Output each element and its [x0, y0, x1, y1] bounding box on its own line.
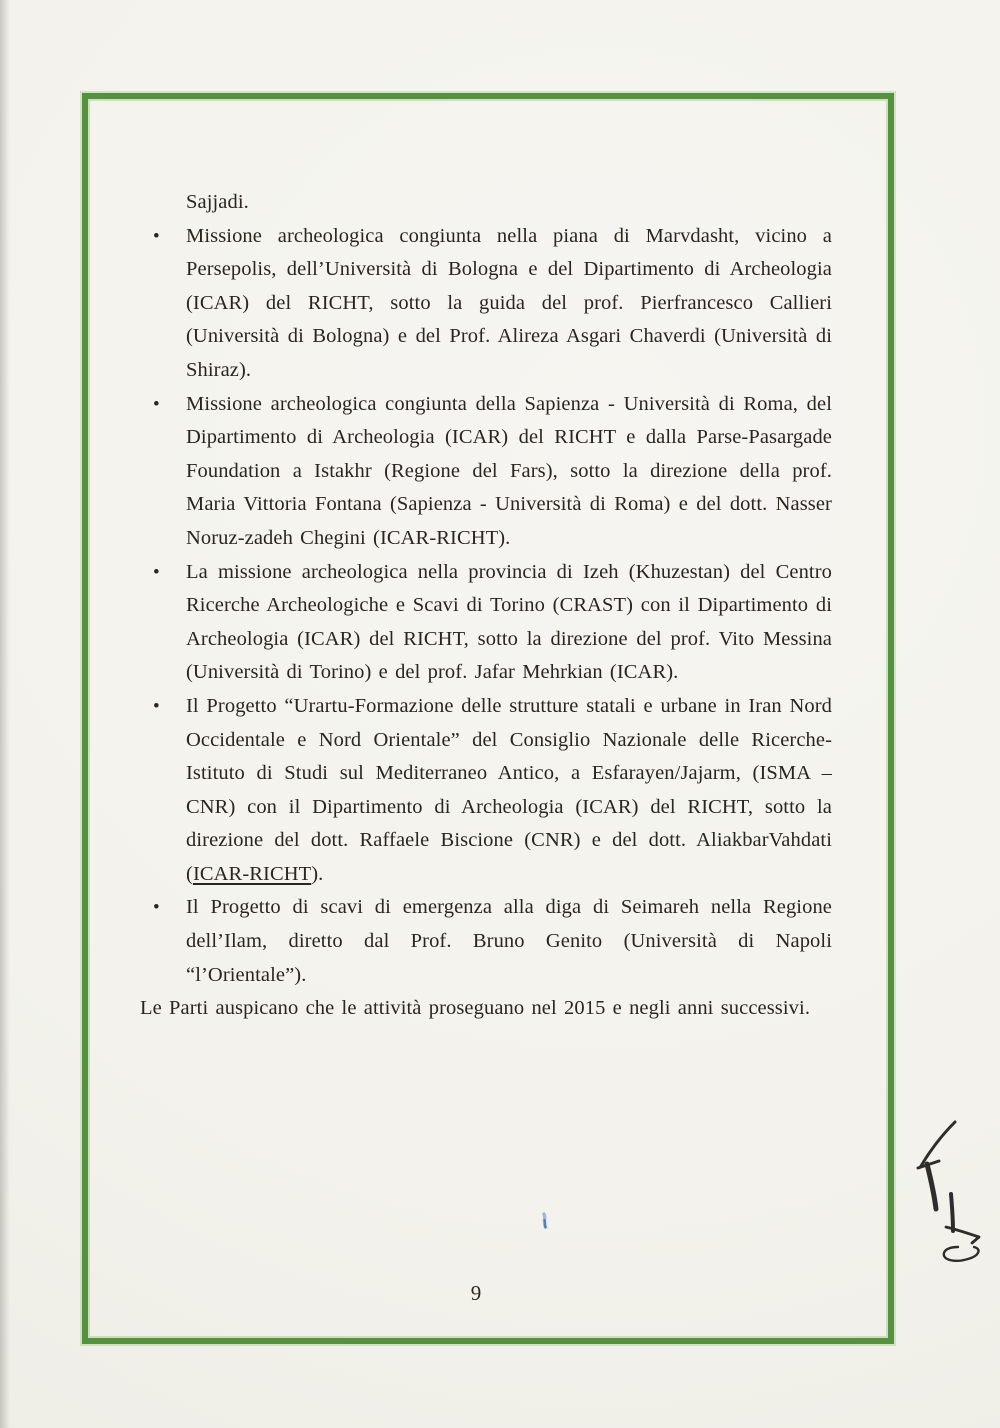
bullet-text: Il Progetto “Urartu-Formazione delle strutture statali e urbane in Iran Nord Occidentale e Nord Orientale” del Consiglio Nazionale delle Ricerche-Istituto di Studi sul Mediterraneo Antico, a Esfarayen/Jajarm, (ISMA – CNR) con il Dipartimento di Archeologia (ICAR) del RICHT, sotto la direzione del dott. Raffaele Biscione (CNR) e del dott. AliakbarVahdati (ICAR-RICHT). [186, 694, 832, 885]
bullet-icon: • [153, 561, 160, 583]
continuation-line: Sajjadi. [186, 191, 249, 213]
bullet-text: Il Progetto di scavi di emergenza alla diga di Seimareh nella Regione dell’Ilam, diretto dal Prof. Bruno Genito (Università di Napoli “l’Orientale”). [186, 896, 832, 986]
closing-paragraph: Le Parti auspicano che le attività proseguano nel 2015 e negli anni successivi. [140, 997, 811, 1020]
list-item [140, 388, 832, 556]
list-item [140, 220, 832, 388]
list-item [140, 690, 832, 892]
ink-blot [539, 1212, 551, 1232]
bullet-icon: • [153, 393, 160, 415]
signature-mark [885, 1110, 1000, 1325]
underlined-text: ICAR-RICHT [192, 862, 312, 885]
page-number: 9 [470, 1281, 482, 1305]
list-item [140, 556, 832, 690]
bullet-icon: • [153, 695, 160, 717]
text-block [140, 186, 832, 1026]
bullet-text: La missione archeologica nella provincia di Izeh (Khuzestan) del Centro Ricerche Archeologiche e Scavi di Torino (CRAST) con il Dipartimento di Archeologia (ICAR) del RICHT, sotto la direzione del prof. Vito Messina (Università di Torino) e del prof. Jafar Mehrkian (ICAR). [186, 560, 832, 684]
bullet-text: Missione archeologica congiunta nella piana di Marvdasht, vicino a Persepolis, dell’Università di Bologna e del Dipartimento di Archeologia (ICAR) del RICHT, sotto la guida del prof. Pierfrancesco Callieri (Università di Bologna) e del Prof. Alireza Asgari Chaverdi (Università di Shiraz). [186, 224, 832, 381]
bullet-icon: • [153, 225, 160, 247]
bullet-text: Missione archeologica congiunta della Sapienza - Università di Roma, del Dipartimento di Archeologia (ICAR) del RICHT e dalla Parse-Pasargade Foundation a Istakhr (Regione del Fars), sotto la direzione della prof. Maria Vittoria Fontana (Sapienza - Università di Roma) e del dott. Nasser Noruz-zadeh Chegini (ICAR-RICHT). [186, 392, 832, 549]
scan-edge-shadow [0, 0, 10, 1428]
list-item [140, 891, 832, 992]
bullet-list [140, 220, 832, 993]
bullet-icon: • [153, 897, 160, 919]
